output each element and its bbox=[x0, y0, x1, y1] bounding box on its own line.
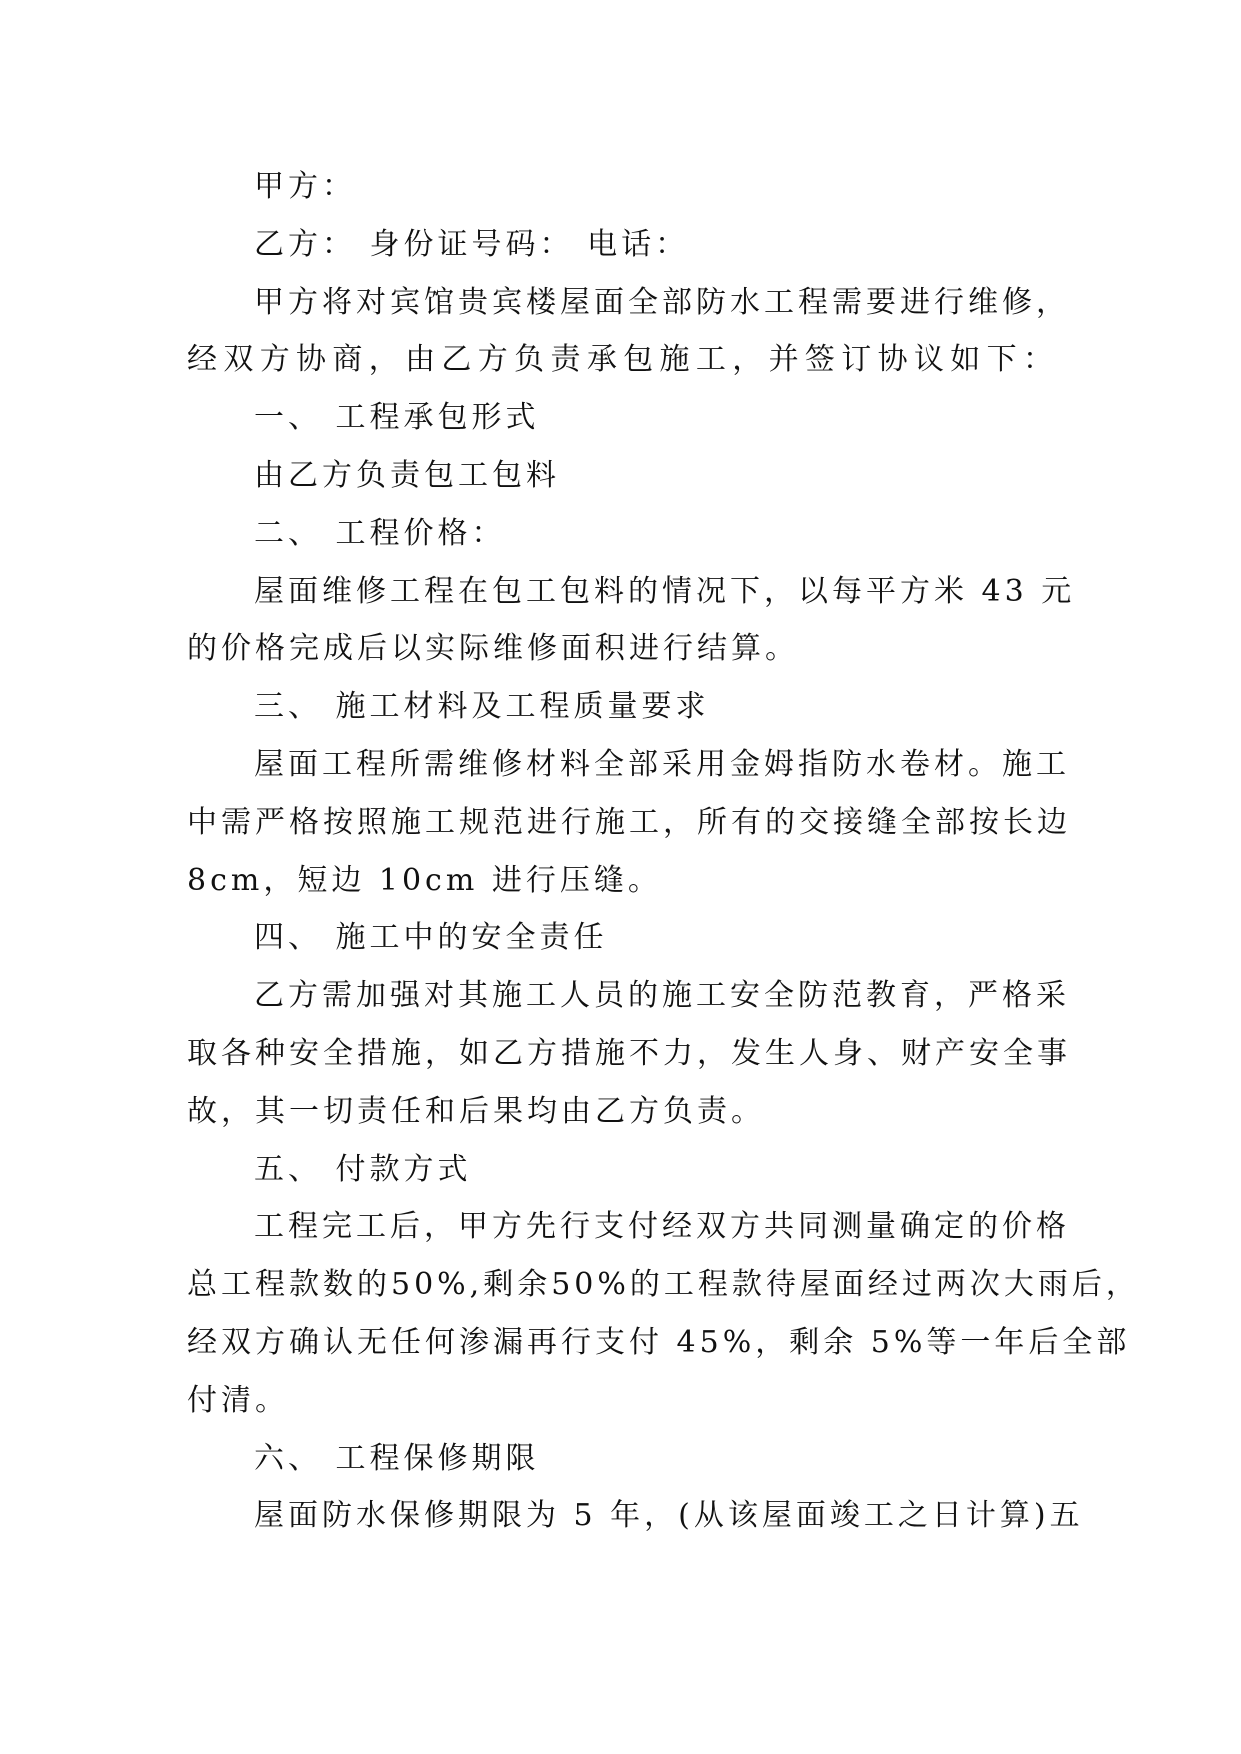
section-3-body-line: 中需严格按照施工规范进行施工，所有的交接缝全部按长边 bbox=[187, 804, 1071, 840]
section-heading-6: 六、 工程保修期限 bbox=[254, 1440, 540, 1476]
intro-paragraph-line: 经双方协商，由乙方负责承包施工，并签订协议如下： bbox=[187, 342, 1057, 378]
section-heading-4: 四、 施工中的安全责任 bbox=[254, 920, 608, 956]
section-1-body-line: 由乙方负责包工包料 bbox=[254, 457, 560, 493]
party-a-line: 甲方： bbox=[254, 169, 356, 204]
section-5-body-line: 经双方确认无任何渗漏再行支付 45%，剩余 5%等一年后全部 bbox=[187, 1324, 1131, 1360]
section-5-body-line: 总工程款数的50%,剩余50%的工程款待屋面经过两次大雨后， bbox=[187, 1267, 1140, 1303]
section-heading-5: 五、 付款方式 bbox=[254, 1151, 472, 1187]
intro-paragraph-line: 甲方将对宾馆贵宾楼屋面全部防水工程需要进行维修， bbox=[254, 284, 1070, 320]
section-4-body-line: 取各种安全措施，如乙方措施不力，发生人身、财产安全事 bbox=[187, 1035, 1071, 1071]
section-heading-3: 三、 施工材料及工程质量要求 bbox=[254, 689, 710, 725]
section-heading-1: 一、 工程承包形式 bbox=[254, 400, 540, 436]
section-3-body-line: 8cm，短边 10cm 进行压缝。 bbox=[187, 862, 662, 898]
section-heading-2: 二、 工程价格： bbox=[254, 515, 506, 551]
section-6-body-line: 屋面防水保修期限为 5 年，(从该屋面竣工之日计算)五 bbox=[254, 1498, 1084, 1534]
section-4-body-line: 故，其一切责任和后果均由乙方负责。 bbox=[187, 1093, 765, 1129]
section-4-body-line: 乙方需加强对其施工人员的施工安全防范教育，严格采 bbox=[254, 978, 1070, 1014]
section-5-body-line: 付清。 bbox=[187, 1382, 289, 1418]
section-5-body-line: 工程完工后，甲方先行支付经双方共同测量确定的价格 bbox=[254, 1209, 1070, 1245]
section-2-body-line: 屋面维修工程在包工包料的情况下，以每平方米 43 元 bbox=[254, 573, 1076, 609]
section-2-body-line: 的价格完成后以实际维修面积进行结算。 bbox=[187, 631, 799, 667]
document-body bbox=[187, 158, 1140, 1545]
section-3-body-line: 屋面工程所需维修材料全部采用金姆指防水卷材。施工 bbox=[254, 746, 1070, 782]
party-b-line: 乙方： 身份证号码： 电话： bbox=[254, 226, 690, 262]
